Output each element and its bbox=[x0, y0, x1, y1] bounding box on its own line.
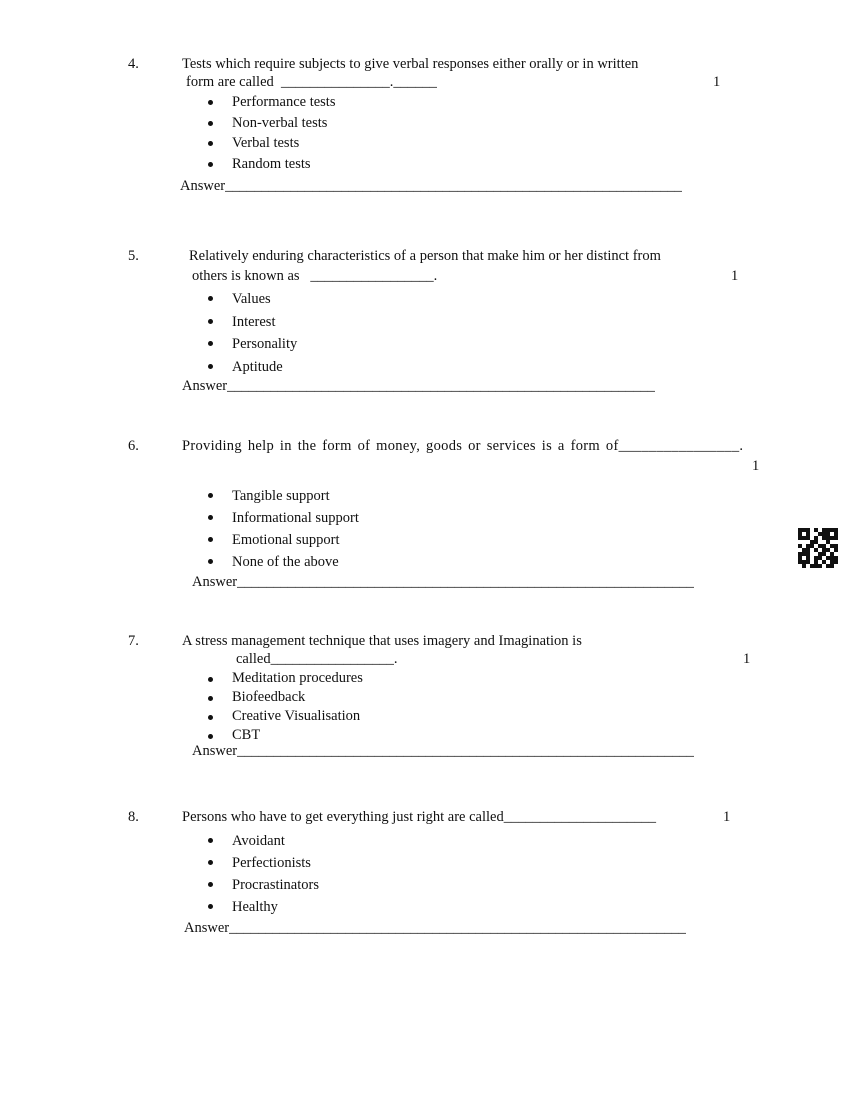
options-list bbox=[232, 669, 363, 745]
question-text-line-2: others is known as _________________. bbox=[192, 268, 438, 284]
option-item: Avoidant bbox=[232, 830, 319, 852]
answer-line: Answer___________________________________________________________ bbox=[182, 378, 655, 394]
option-item: Non-verbal tests bbox=[232, 113, 335, 134]
option-item: Tangible support bbox=[232, 485, 359, 507]
question-text-line-1: Tests which require subjects to give verbal responses either orally or in written bbox=[182, 56, 639, 72]
option-item: Meditation procedures bbox=[232, 670, 363, 686]
question-text-line-2: called_________________. bbox=[236, 651, 398, 667]
option-item: Creative Visualisation bbox=[232, 707, 363, 726]
options-list bbox=[232, 485, 359, 573]
option-item: Performance tests bbox=[232, 92, 335, 113]
question-text-line-1: A stress management technique that uses imagery and Imagination is bbox=[182, 633, 582, 649]
marks-label: 1 bbox=[743, 651, 751, 667]
option-item: Random tests bbox=[232, 154, 335, 175]
answer-line: Answer_______________________________________________________________ bbox=[180, 178, 682, 194]
option-item: Informational support bbox=[232, 507, 359, 529]
qr-code-icon bbox=[798, 528, 838, 568]
question-number: 4. bbox=[128, 56, 139, 72]
option-item: Emotional support bbox=[232, 529, 359, 551]
question-text-line-1: Providing help in the form of money, goods or services is a form of________________. bbox=[182, 438, 744, 454]
options-list bbox=[232, 830, 319, 918]
answer-line: Answer_______________________________________________________________ bbox=[192, 743, 694, 759]
option-item: None of the above bbox=[232, 551, 359, 573]
question-text-line-1: Relatively enduring characteristics of a person that make him or her distinct from bbox=[189, 248, 661, 264]
answer-line: Answer_______________________________________________________________ bbox=[192, 574, 694, 590]
answer-line: Answer_______________________________________________________________ bbox=[184, 920, 686, 936]
option-item: CBT bbox=[232, 726, 363, 745]
option-item: Procrastinators bbox=[232, 874, 319, 896]
question-text-line-2: form are called _______________.______ bbox=[186, 74, 437, 90]
option-item: Perfectionists bbox=[232, 852, 319, 874]
marks-label: 1 bbox=[713, 74, 721, 90]
question-number: 8. bbox=[128, 809, 139, 825]
option-item: Aptitude bbox=[232, 356, 297, 379]
marks-label: 1 bbox=[723, 809, 731, 825]
question-number: 6. bbox=[128, 438, 139, 454]
marks-label: 1 bbox=[731, 268, 739, 284]
option-item: Biofeedback bbox=[232, 688, 363, 707]
options-list bbox=[232, 288, 297, 378]
option-item: Healthy bbox=[232, 896, 319, 918]
marks-label: 1 bbox=[752, 458, 760, 474]
option-item: Personality bbox=[232, 333, 297, 356]
option-item: Interest bbox=[232, 311, 297, 334]
question-number: 7. bbox=[128, 633, 139, 649]
options-list bbox=[232, 92, 335, 174]
option-item: Values bbox=[232, 288, 297, 311]
option-item: Verbal tests bbox=[232, 133, 335, 154]
question-number: 5. bbox=[128, 248, 139, 264]
question-text-line-1: Persons who have to get everything just right are called_____________________ bbox=[182, 809, 656, 825]
